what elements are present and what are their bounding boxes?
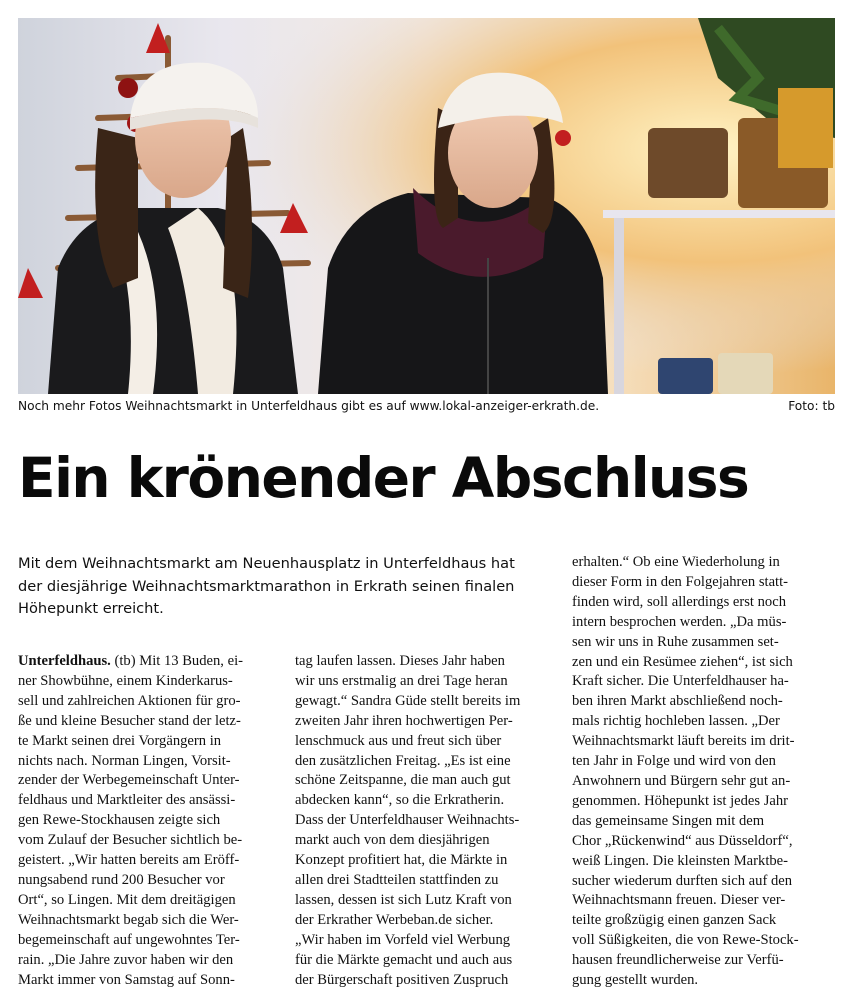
body-line: vom Zulauf der Besucher sichtlich be- (18, 832, 243, 849)
body-line: genommen. Höhepunkt ist jedes Jahr (572, 792, 789, 809)
article-headline: Ein krönender Abschluss (18, 446, 749, 510)
body-line: ten Jahr in Folge und wird von den (572, 753, 776, 770)
body-line: begemeinschaft auf ungewohntes Ter- (18, 931, 240, 948)
body-line: den zusätzlichen Freitag. „Es ist eine (295, 752, 511, 769)
body-line: der Bürgerschaft positiven Zuspruch (295, 971, 509, 988)
body-line: tag laufen lassen. Dieses Jahr haben (295, 653, 505, 669)
body-line: teilte großzügig einen ganzen Sack (572, 912, 777, 929)
body-line: intern besprochen werden. „Da müs- (572, 613, 787, 630)
body-line: weiß Lingen. Die kleinsten Marktbe- (572, 852, 789, 869)
body-line: Weihnachtsmarkt läuft bereits im drit- (572, 733, 795, 750)
body-line: Dass der Unterfeldhauser Weihnachts- (295, 812, 520, 829)
body-line: wir uns erstmalig an drei Tage heran (295, 672, 508, 689)
body-line: ner Showbühne, einem Kinderkarus- (18, 672, 233, 689)
body-line: ße und kleine Besucher stand der letz- (18, 712, 241, 729)
caption-text: Noch mehr Fotos Weihnachtsmarkt in Unterfeldhaus gibt es auf www.lokal-anzeiger-erkrath.de. (18, 399, 600, 413)
body-line: nichts nach. Norman Lingen, Vorsit- (18, 752, 231, 769)
article-lead (18, 553, 558, 621)
body-line: erhalten.“ Ob eine Wiederholung in (572, 554, 780, 570)
body-line: Ort“, so Lingen. Mit dem dreitägigen (18, 891, 236, 908)
body-line: geistert. „Wir hatten bereits am Eröff- (18, 852, 240, 869)
body-column-1 (18, 652, 280, 990)
body-line: nungsabend rund 200 Besucher vor (18, 871, 225, 888)
body-line: zen und ein Resümee ziehen“, ist sich (572, 653, 793, 670)
body-line: Anwohnern und Bürgern sehr gut an- (572, 772, 791, 789)
body-line: Markt immer von Samstag auf Sonn- (18, 971, 235, 988)
body-line: voll Süßigkeiten, die von Rewe-Stock- (572, 932, 799, 949)
photo-caption (18, 399, 835, 417)
body-line: ben ihren Markt abschließend noch- (572, 693, 783, 710)
body-line: zender der Werbegemeinschaft Unter- (18, 772, 240, 789)
dateline: Unterfeldhaus. (18, 653, 111, 669)
body-line: dieser Form in den Folgejahren statt- (572, 573, 789, 590)
body-text: (tb) Mit 13 Buden, ei- (110, 653, 243, 669)
body-line: rain. „Die Jahre zuvor haben wir den (18, 951, 234, 968)
article-photo (18, 18, 835, 394)
body-line: der Erkrather Werbeban.de sicher. (295, 911, 494, 928)
body-line: mals richtig hochleben lassen. „Der (572, 713, 780, 730)
body-line: feldhaus und Marktleiter des ansässi- (18, 792, 236, 809)
body-line: te Markt seinen drei Vorgängern in (18, 732, 222, 749)
body-line (18, 652, 280, 672)
body-line: Weihnachtsmann freuen. Dieser ver- (572, 892, 786, 909)
body-line: gung gestellt wurden. (572, 972, 699, 989)
body-line: zweiten Jahr ihren hochwertigen Per- (295, 712, 513, 729)
body-line: gewagt.“ Sandra Güde stellt bereits im (295, 692, 521, 709)
lead-line: Höhepunkt erreicht. (18, 600, 164, 617)
body-line: markt auch von dem diesjährigen (295, 832, 490, 849)
body-line: hausen freundlicherweise zur Verfü- (572, 952, 784, 969)
body-line: Weihnachtsmarkt begab sich die Wer- (18, 911, 239, 928)
body-column-2 (295, 652, 557, 990)
body-line: für die Märkte gemacht und auch aus (295, 951, 513, 968)
body-column-3 (572, 553, 834, 991)
body-line: „Wir haben im Vorfeld viel Werbung (295, 931, 511, 948)
body-line: Kraft sicher. Die Unterfeldhauser ha- (572, 673, 789, 690)
lead-line: der diesjährige Weihnachtsmarktmarathon in Erkrath seinen finalen (18, 577, 515, 595)
body-line: lenschmuck aus und freut sich über (295, 732, 502, 749)
body-line: gen Rewe-Stockhausen zeigte sich (18, 812, 221, 829)
body-line: Chor „Rückenwind“ aus Düsseldorf“, (572, 832, 793, 849)
body-line: finden wird, soll allerdings erst noch (572, 593, 786, 610)
body-line: abdecken kann“, so die Erkratherin. (295, 792, 505, 809)
photo-credit: Foto: tb (788, 399, 835, 413)
body-line: Konzept profitiert hat, die Märkte in (295, 852, 508, 869)
body-line: sell und zahlreichen Aktionen für gro- (18, 692, 241, 709)
body-line: das gemeinsame Singen mit dem (572, 812, 765, 829)
body-line: lassen, dessen ist sich Lutz Kraft von (295, 891, 512, 908)
body-line: schöne Zeitspanne, die man auch gut (295, 772, 511, 789)
lead-line: Mit dem Weihnachtsmarkt am Neuenhausplatz in Unterfeldhaus hat (18, 555, 515, 572)
body-line: sen wir uns in Ruhe zusammen set- (572, 633, 779, 650)
body-line: sucher wiederum durften sich auf den (572, 872, 793, 889)
body-line: allen drei Stadtteilen stattfinden zu (295, 871, 499, 888)
photo-illustration (18, 18, 835, 394)
